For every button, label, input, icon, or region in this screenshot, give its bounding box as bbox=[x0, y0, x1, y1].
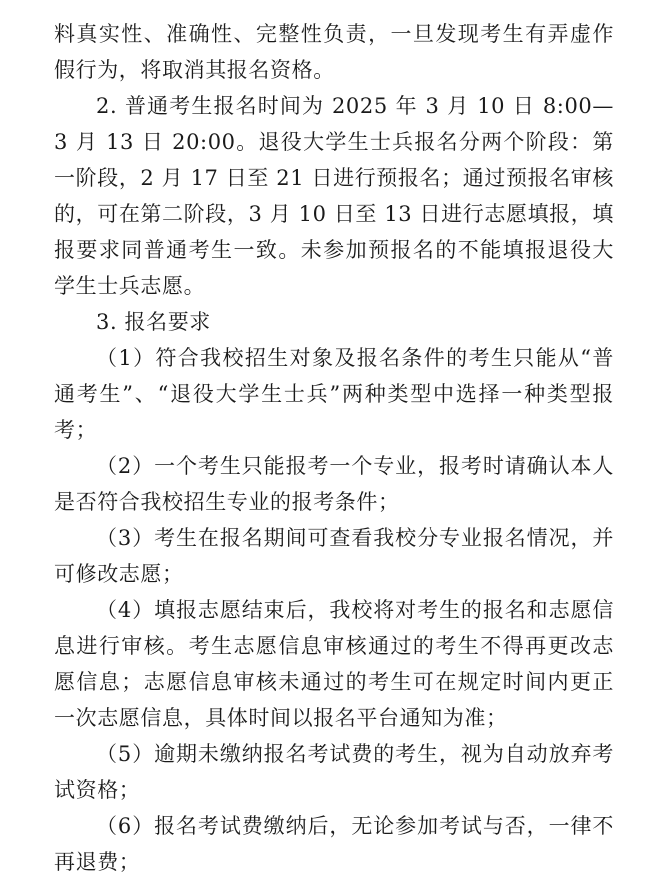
requirement-item-6: （6）报名考试费缴纳后，无论参加考试与否，一律不再退费； bbox=[54, 814, 614, 874]
requirement-item-4: （4）填报志愿结束后，我校将对考生的报名和志愿信息进行审核。考生志愿信息审核通过的考生不得再更改志愿信息；志愿信息审核未通过的考生可在规定时间内更正一次志愿信息，具体时间以报名平台通知为准； bbox=[54, 598, 614, 730]
requirements-heading: 3. 报名要求 bbox=[96, 310, 211, 334]
requirement-item-1: （1）符合我校招生对象及报名条件的考生只能从“普通考生”、“退役大学生士兵”两种类型中选择一种类型报考； bbox=[54, 346, 614, 442]
requirement-item-3: （3）考生在报名期间可查看我校分专业报名情况，并可修改志愿； bbox=[54, 526, 614, 586]
intro-tail-paragraph: 料真实性、准确性、完整性负责，一旦发现考生有弄虚作假行为，将取消其报名资格。 bbox=[54, 22, 614, 82]
registration-time-paragraph: 2. 普通考生报名时间为 2025 年 3 月 10 日 8:00—3 月 13 日 20:00。退役大学生士兵报名分两个阶段：第一阶段，2 月 17 日至 21 日进行预报名；通过预报名审核的，可在第二阶段，3 月 10 日至 13 日进行志愿填报，填报要求同普通考生一致。未参加预报名的不能填报退役大学生士兵志愿。 bbox=[54, 94, 614, 298]
document-page bbox=[54, 16, 614, 880]
requirement-item-5: （5）逾期未缴纳报名考试费的考生，视为自动放弃考试资格； bbox=[54, 742, 614, 802]
requirement-item-2: （2）一个考生只能报考一个专业，报考时请确认本人是否符合我校招生专业的报考条件； bbox=[54, 454, 614, 514]
